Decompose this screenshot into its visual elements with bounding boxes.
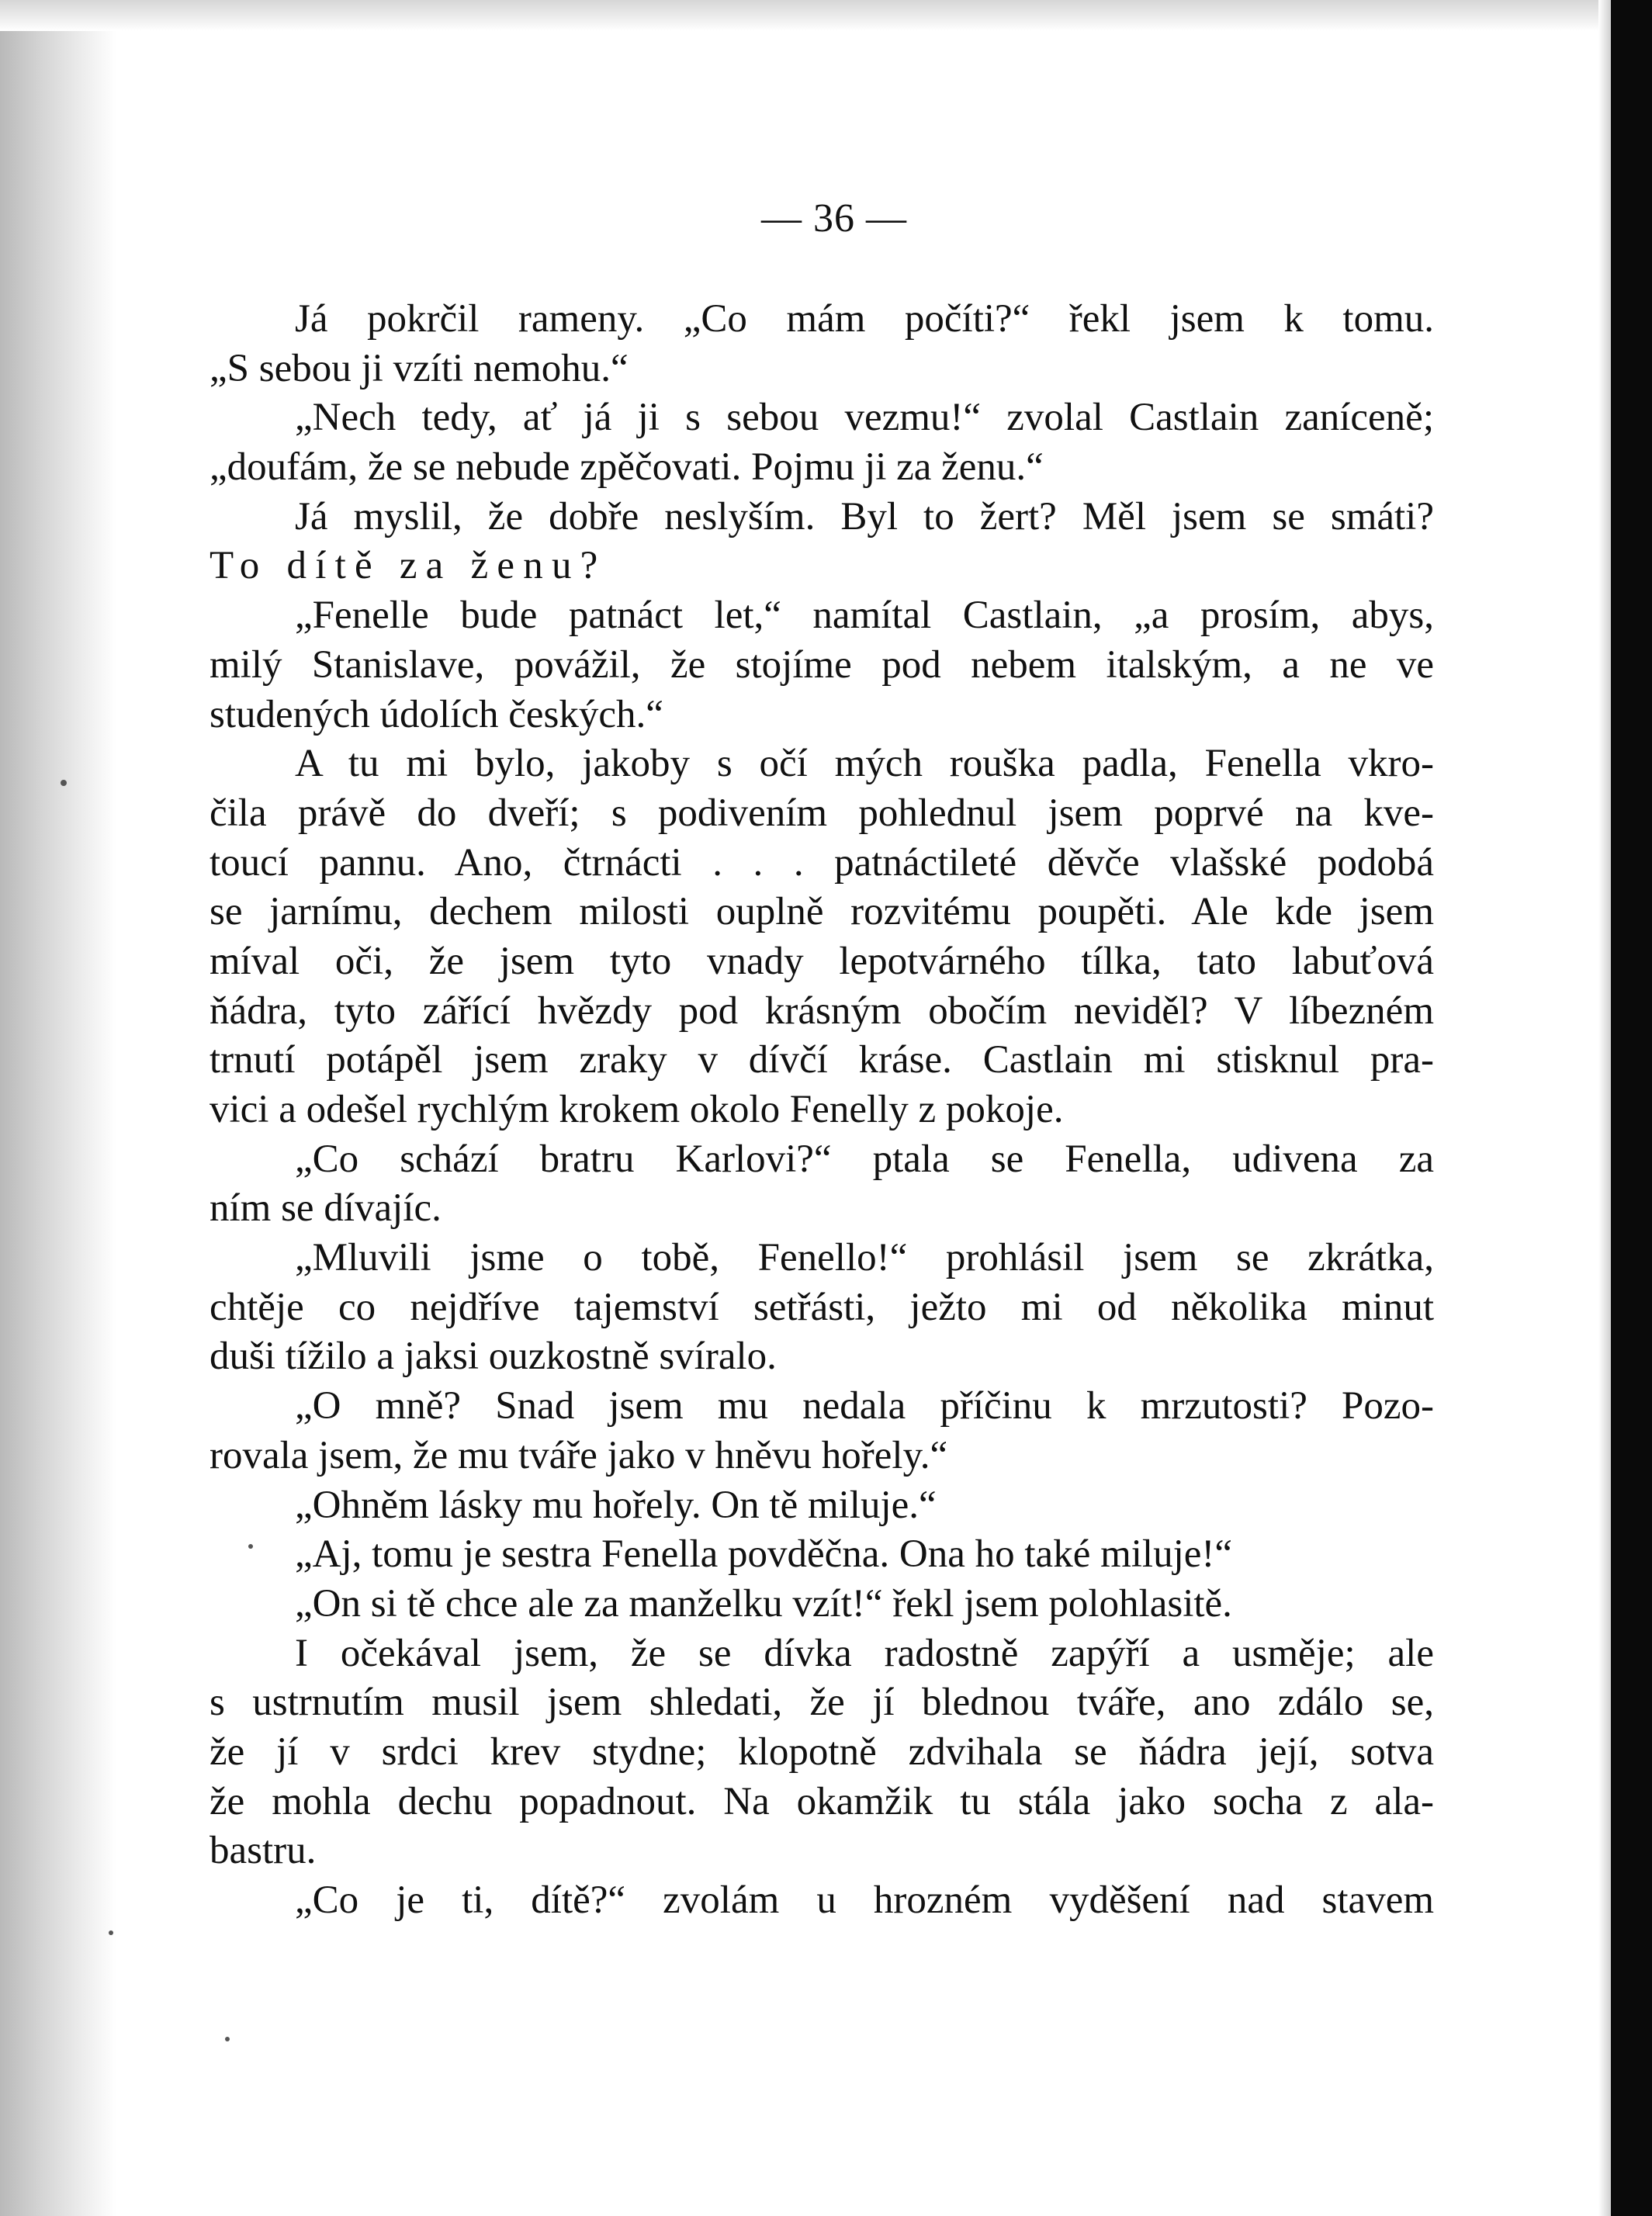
- text-line: „S sebou ji vzíti nemohu.“: [210, 346, 629, 390]
- text-line: toucí pannu. Ano, čtrnácti . . . patnáctileté děvče vlašské podobá: [210, 840, 1434, 885]
- text-line: „doufám, že se nebude zpěčovati. Pojmu ji za ženu.“: [210, 445, 1044, 490]
- text-line: s ustrnutím musil jsem shledati, že jí blednou tváře, ano zdálo se,: [210, 1681, 1434, 1725]
- page-number: — 36 —: [761, 196, 907, 241]
- scan-right-edge: [1598, 0, 1611, 2216]
- text-line: duši tížilo a jaksi ouzkostně svíralo.: [210, 1335, 777, 1379]
- text-line: chtěje co nejdříve tajemství setřásti, ježto mi od několika minut: [210, 1285, 1434, 1329]
- text-line: ním se dívajíc.: [210, 1186, 442, 1231]
- text-line: „Mluvili jsme o tobě, Fenello!“ prohlásil jsem se zkrátka,: [295, 1236, 1434, 1280]
- text-line: „Ohněm lásky mu hořely. On tě miluje.“: [295, 1483, 937, 1527]
- text-line: rovala jsem, že mu tváře jako v hněvu hořely.“: [210, 1433, 948, 1477]
- scan-speck: [225, 2037, 230, 2041]
- text-line: „O mně? Snad jsem mu nedala příčinu k mrzutosti? Pozo-: [295, 1384, 1434, 1428]
- text-line: „Co je ti, dítě?“ zvolám u hrozném vyděšení nad stavem: [295, 1878, 1434, 1922]
- text-line: To dítě za ženu?: [210, 544, 607, 588]
- text-line: milý Stanislave, povážil, že stojíme pod nebem italským, a ne ve: [210, 642, 1434, 687]
- scan-right-border: [1611, 0, 1652, 2216]
- text-line: „Co schází bratru Karlovi?“ ptala se Fenella, udivena za: [295, 1137, 1434, 1181]
- text-line: „Fenelle bude patnáct let,“ namítal Castlain, „a prosím, abys,: [295, 594, 1434, 638]
- text-line: studených údolích českých.“: [210, 692, 663, 736]
- text-line: „Aj, tomu je sestra Fenella povděčna. Ona ho také miluje!“: [295, 1532, 1233, 1577]
- text-line: A tu mi bylo, jakoby s očí mých rouška padla, Fenella vkro-: [295, 742, 1434, 786]
- text-line: „Nech tedy, ať já ji s sebou vezmu!“ zvolal Castlain zaníceně;: [295, 396, 1434, 440]
- text-line: „On si tě chce ale za manželku vzít!“ řekl jsem polohlasitě.: [295, 1581, 1232, 1626]
- text-line: trnutí potápěl jsem zraky v dívčí kráse. Castlain mi stisknul pra-: [210, 1038, 1434, 1082]
- scan-left-shadow: [0, 0, 116, 2216]
- text-line: ňádra, tyto zářící hvězdy pod krásným obočím neviděl? V líbezném: [210, 989, 1434, 1033]
- text-line: míval oči, že jsem tyto vnady lepotvárného tílka, tato labuťová: [210, 939, 1434, 983]
- text-line: vici a odešel rychlým krokem okolo Fenelly z pokoje.: [210, 1088, 1064, 1131]
- text-line: čila právě do dveří; s podivením pohlednul jsem poprvé na kve-: [210, 791, 1434, 835]
- scan-top-edge: [0, 0, 1611, 31]
- text-line: Já myslil, že dobře neslyším. Byl to žert? Měl jsem se smáti?: [295, 494, 1434, 538]
- text-line: že jí v srdci krev stydne; klopotně zdvihala se ňádra její, sotva: [210, 1730, 1434, 1774]
- text-line: se jarnímu, dechem milosti ouplně rozvitému poupěti. Ale kde jsem: [210, 890, 1434, 934]
- text-line: že mohla dechu popadnout. Na okamžik tu stála jako socha z ala-: [210, 1779, 1434, 1823]
- text-line: I očekával jsem, že se dívka radostně zapýří a usměje; ale: [295, 1631, 1434, 1675]
- body-text: [210, 295, 1434, 1926]
- text-line: Já pokrčil rameny. „Co mám počíti?“ řekl jsem k tomu.: [295, 297, 1434, 341]
- scan-speck: [109, 1930, 113, 1935]
- text-line: bastru.: [210, 1829, 317, 1873]
- scan-speck: [61, 780, 67, 786]
